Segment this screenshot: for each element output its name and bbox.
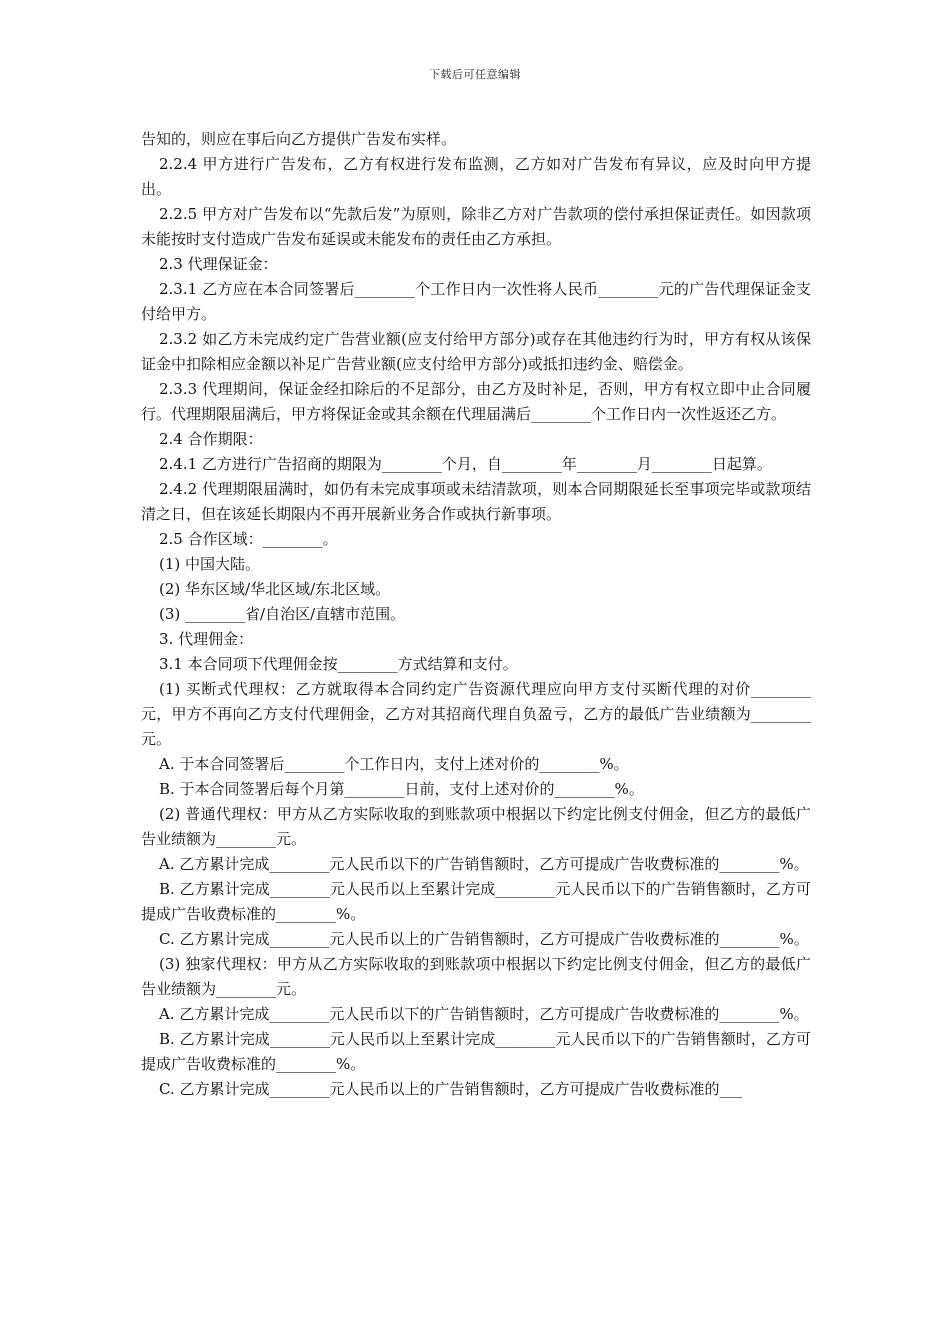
paragraph: 2.2.4 甲方进行广告发布，乙方有权进行发布监测，乙方如对广告发布有异议，应及时向甲方提出。 [141, 155, 811, 198]
list-item: A. 于本合同签署后________个工作日内，支付上述对价的________%。 [159, 755, 629, 773]
section-heading: 2.5 合作区域：________。 [159, 530, 338, 548]
paragraph: 2.2.5 甲方对广告发布以“先款后发”为原则，除非乙方对广告款项的偿付承担保证责任。如因款项未能按时支付造成广告发布延误或未能发布的责任由乙方承担。 [141, 205, 811, 248]
paragraph: 2.3.1 乙方应在本合同签署后________个工作日内一次性将人民币________元的广告代理保证金支付给甲方。 [141, 280, 811, 323]
paragraph: 2.3.2 如乙方未完成约定广告营业额(应支付给甲方部分)或存在其他违约行为时，甲方有权从该保证金中扣除相应金额以补足广告营业额(应支付给甲方部分)或抵扣违约金、赔偿金。 [141, 330, 811, 373]
paragraph: (1) 买断式代理权：乙方就取得本合同约定广告资源代理应向甲方支付买断代理的对价________元，甲方不再向乙方支付代理佣金，乙方对其招商代理自负盈亏，乙方的最低广告业绩额为________元。 [141, 680, 811, 748]
paragraph: 2.4.2 代理期限届满时，如仍有未完成事项或未结清款项，则本合同期限延长至事项完毕或款项结清之日，但在该延长期限内不再开展新业务合作或执行新事项。 [141, 480, 811, 523]
list-item: (1) 中国大陆。 [159, 555, 261, 573]
paragraph: (3) 独家代理权：甲方从乙方实际收取的到账款项中根据以下约定比例支付佣金，但乙方的最低广告业绩额为________元。 [141, 955, 811, 998]
paragraph: (2) 普通代理权：甲方从乙方实际收取的到账款项中根据以下约定比例支付佣金，但乙方的最低广告业绩额为________元。 [141, 805, 811, 848]
list-item: (2) 华东区域/华北区域/东北区域。 [159, 580, 391, 598]
list-item: C. 乙方累计完成________元人民币以上的广告销售额时，乙方可提成广告收费标准的___ [159, 1080, 742, 1098]
paragraph: 2.3.3 代理期间，保证金经扣除后的不足部分，由乙方及时补足，否则，甲方有权立即中止合同履行。代理期限届满后，甲方将保证金或其余额在代理届满后________个工作日内一次性返还乙方。 [141, 380, 811, 423]
list-item: C. 乙方累计完成________元人民币以上的广告销售额时，乙方可提成广告收费标准的________%。 [159, 930, 809, 948]
paragraph: 告知的，则应在事后向乙方提供广告发布实样。 [141, 130, 457, 148]
document-body [141, 127, 811, 1102]
section-heading: 2.3 代理保证金： [159, 255, 278, 273]
list-item: B. 于本合同签署后每个月第________日前，支付上述对价的________%。 [159, 780, 644, 798]
section-heading: 2.4 合作期限： [159, 430, 263, 448]
paragraph: 2.4.1 乙方进行广告招商的期限为________个月，自________年________月________日起算。 [159, 455, 772, 473]
list-item: B. 乙方累计完成________元人民币以上至累计完成________元人民币以下的广告销售额时，乙方可提成广告收费标准的________%。 [141, 880, 811, 923]
list-item: A. 乙方累计完成________元人民币以下的广告销售额时，乙方可提成广告收费标准的________%。 [159, 1005, 809, 1023]
section-heading: 3. 代理佣金： [159, 630, 254, 648]
list-item: B. 乙方累计完成________元人民币以上至累计完成________元人民币以下的广告销售额时，乙方可提成广告收费标准的________%。 [141, 1030, 811, 1073]
page-header: 下载后可任意编辑 [429, 68, 521, 81]
list-item: (3) ________省/自治区/直辖市范围。 [159, 605, 406, 623]
paragraph: 3.1 本合同项下代理佣金按________方式结算和支付。 [159, 655, 518, 673]
list-item: A. 乙方累计完成________元人民币以下的广告销售额时，乙方可提成广告收费标准的________%。 [159, 855, 809, 873]
